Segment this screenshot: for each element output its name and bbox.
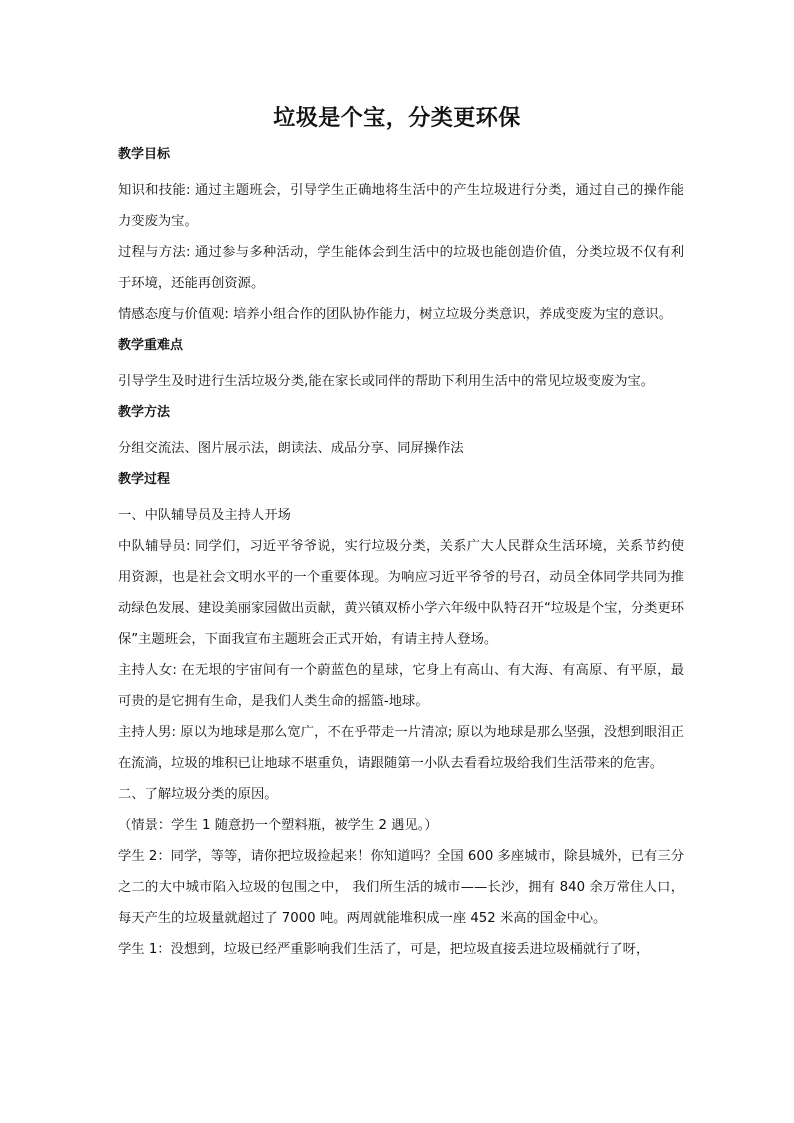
procedure-part-1-title: 一、中队辅导员及主持人开场 — [118, 508, 291, 523]
document-title: 垃圾是个宝，分类更环保 — [273, 106, 521, 131]
paragraph-process-methods: 过程与方法: 通过参与多种活动，学生能体会到生活中的垃圾也能创造价值，分类垃圾不仅有利于环境，还能再创资源。 — [118, 245, 684, 291]
paragraph-methods: 分组交流法、图片展示法，朗读法、成品分享、同屏操作法 — [118, 441, 464, 456]
procedure-part-2-title: 二、了解垃圾分类的原因。 — [118, 787, 278, 802]
section-heading-goals: 教学目标 — [118, 147, 171, 162]
paragraph-scene: （情景：学生 1 随意扔一个塑料瓶，被学生 2 遇见。） — [118, 818, 438, 833]
section-heading-procedure: 教学过程 — [118, 472, 171, 487]
paragraph-key-points: 引导学生及时进行生活垃圾分类,能在家长或同伴的帮助下利用生活中的常见垃圾变废为宝。 — [118, 374, 655, 389]
paragraph-host-female: 主持人女: 在无垠的宇宙间有一个蔚蓝色的星球，它身上有高山、有大海、有高原、有平原，最可贵的是它拥有生命，是我们人类生命的摇篮-地球。 — [118, 663, 684, 709]
paragraph-knowledge-skills: 知识和技能: 通过主题班会，引导学生正确地将生活中的产生垃圾进行分类，通过自己的操作能力变废为宝。 — [118, 183, 684, 229]
paragraph-host-male: 主持人男: 原以为地球是那么宽广，不在乎带走一片清凉; 原以为地球是那么坚强，没想到眼泪正在流淌，垃圾的堆积已让地球不堪重负，请跟随第一小队去看看垃圾给我们生活带来的危害。 — [118, 725, 684, 771]
paragraph-student-2: 学生 2：同学，等等，请你把垃圾捡起来！你知道吗？全国 600 多座城市，除县城外，已有三分之二的大中城市陷入垃圾的包围之中， 我们所生活的城市——长沙，拥有 840 余万常住人口，每天产生的垃圾量就超过了 7000 吨。两周就能堆积成一座 452 米高的国金中心。 — [118, 849, 684, 926]
paragraph-emotion-values: 情感态度与价值观: 培养小组合作的团队协作能力，树立垃圾分类意识，养成变废为宝的意识。 — [118, 307, 672, 322]
paragraph-student-1: 学生 1：没想到，垃圾已经严重影响我们生活了，可是，把垃圾直接丢进垃圾桶就行了呀， — [118, 942, 650, 957]
section-heading-key-points: 教学重难点 — [118, 338, 184, 353]
section-heading-methods: 教学方法 — [118, 405, 171, 420]
document-body — [118, 145, 684, 965]
paragraph-counselor: 中队辅导员: 同学们，习近平爷爷说，实行垃圾分类，关系广大人民群众生活环境，关系节约使用资源，也是社会文明水平的一个重要体现。为响应习近平爷爷的号召，动员全体同学共同为推动绿色发展、建设美丽家园做出贡献，黄兴镇双桥小学六年级中队特召开“垃圾是个宝，分类更环保”主题班会，下面我宣布主题班会正式开始，有请主持人登场。 — [118, 539, 684, 647]
